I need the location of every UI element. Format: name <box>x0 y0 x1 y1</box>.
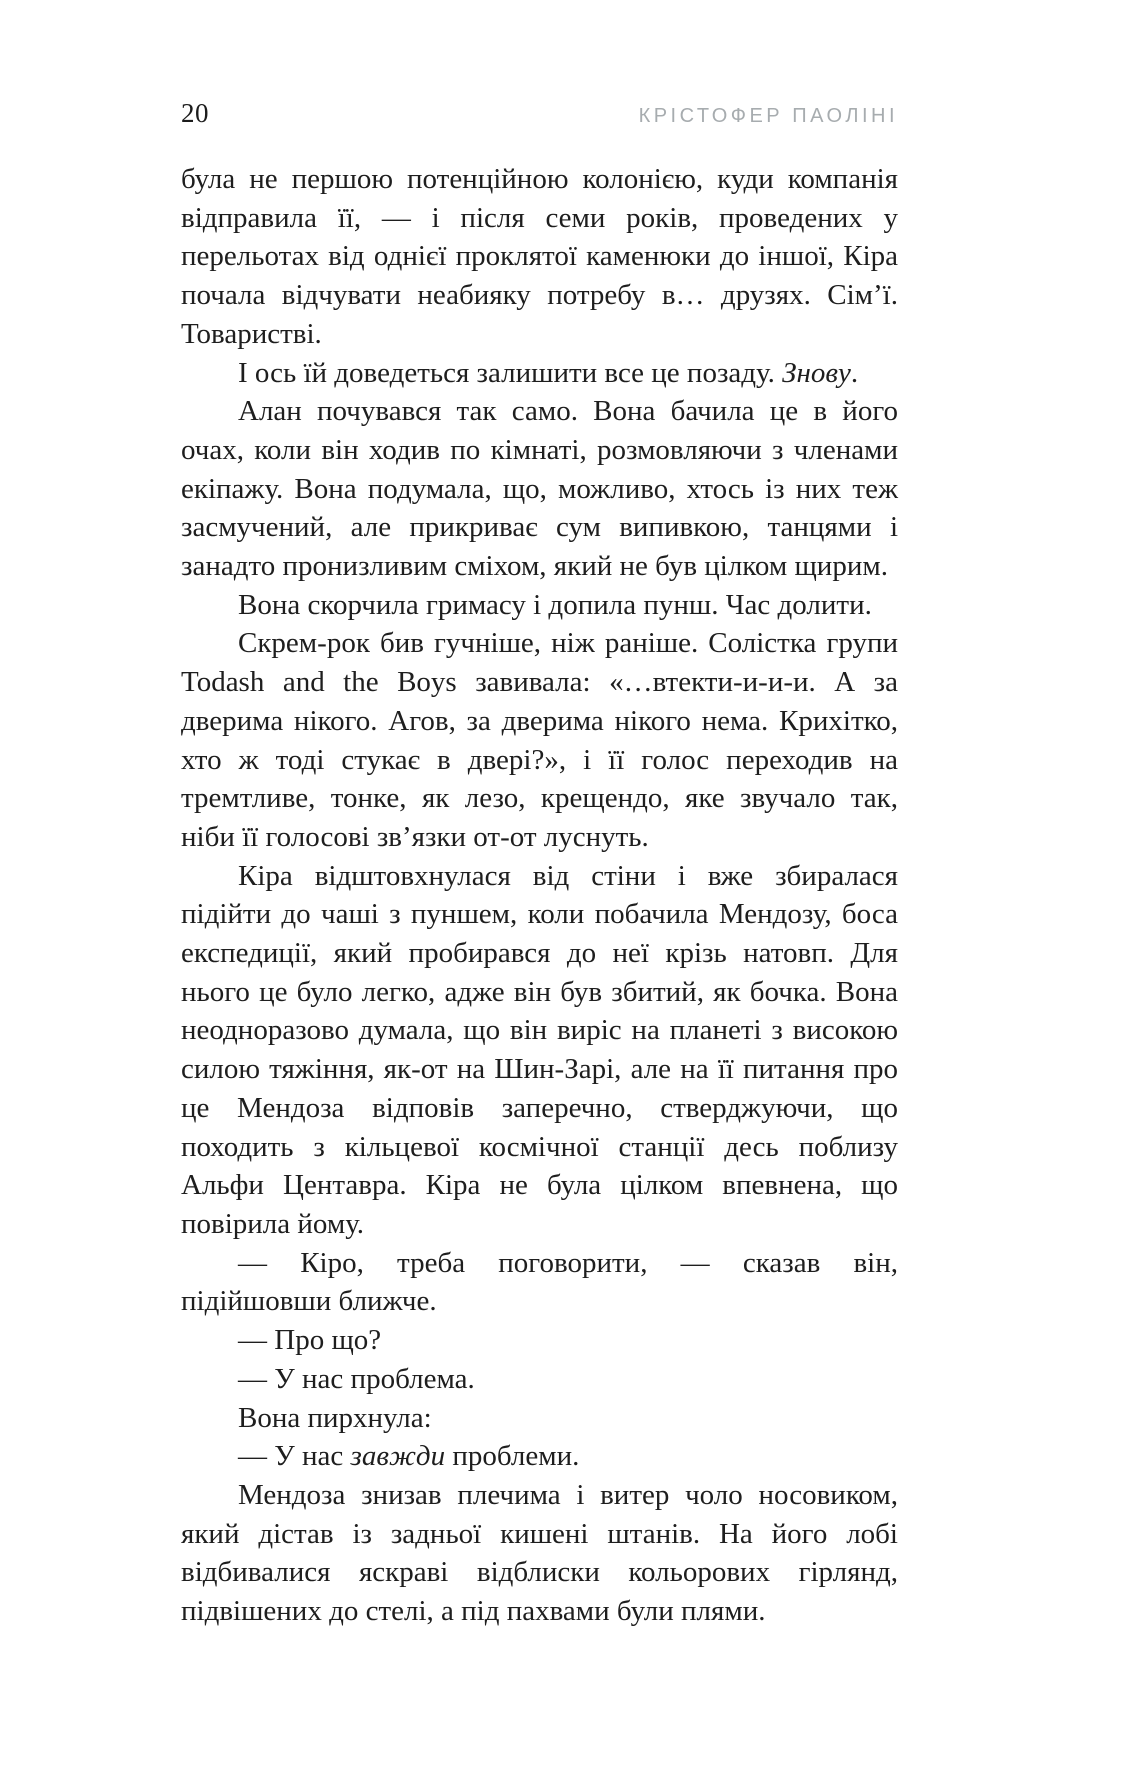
body-text: Мендоза знизав плечима і витер чоло носовиком, який дістав із задньої кишені штанів. На його лобі відбивалися яскраві відблиски кольорових гірлянд, підвішених до стелі, а під пахвами були плями. <box>181 1478 898 1628</box>
paragraph <box>181 586 898 625</box>
body-text: була не першою потенційною колонією, куди компанія відправила її, — і після семи років, проведених у перельотах від однієї проклятої каменюки до іншої, Кіра почала відчувати неабияку потребу в… друзях. Сім’ї. Товаристві. <box>181 163 898 350</box>
text-block <box>181 160 898 1631</box>
italic-text: завжди <box>350 1440 446 1473</box>
page-number: 20 <box>181 98 209 128</box>
running-title: КРІСТОФЕР ПАОЛІНІ <box>638 105 898 127</box>
paragraph <box>181 624 898 856</box>
paragraph <box>181 1476 898 1631</box>
body-text: . <box>850 356 859 389</box>
body-text: І ось їй доведеться залишити все це позаду. <box>238 356 783 389</box>
paragraph-dialogue <box>181 1321 898 1360</box>
paragraph <box>181 1399 898 1438</box>
body-text: — Про що? <box>238 1324 382 1357</box>
body-text: Вона пирхнула: <box>238 1401 432 1434</box>
paragraph-dialogue <box>181 1360 898 1399</box>
page-header <box>181 100 898 127</box>
body-text: Скрем-рок бив гучніше, ніж раніше. Солістка групи Todash and the Boys завивала: «…втекти-и-и-и. А за дверима нікого. Агов, за дверима нікого нема. Крихітко, хто ж тоді стукає в двері?», і її голос переходив на тремтливе, тонке, як лезо, крещендо, яке звучало так, ніби її голосові зв’язки от-от луснуть. <box>181 627 898 853</box>
body-text: Кіра відштовхнулася від стіни і вже збиралася підійти до чаші з пуншем, коли побачила Мендозу, боса експедиції, який пробирався до неї крізь натовп. Для нього це було легко, адже він був збитий, як бочка. Вона неодноразово думала, що він виріс на планеті з високою силою тяжіння, як-от на Шин-Зарі, але на її питання про це Мендоза відповів заперечно, стверджуючи, що походить з кільцевої космічної станції десь поблизу Альфи Центавра. Кіра не була цілком впевнена, що повірила йому. <box>181 859 898 1240</box>
paragraph <box>181 857 898 1244</box>
body-text: Алан почувався так само. Вона бачила це в його очах, коли він ходив по кімнаті, розмовляючи з членами екіпажу. Вона подумала, що, можливо, хтось із них теж засмучений, але прикриває сум випивкою, танцями і занадто пронизливим сміхом, який не був цілком щирим. <box>181 395 898 583</box>
paragraph <box>181 354 898 393</box>
paragraph-dialogue <box>181 1437 898 1476</box>
body-text: проблеми. <box>445 1440 580 1473</box>
paragraph-continuation <box>181 160 898 354</box>
paragraph-dialogue <box>181 1244 898 1321</box>
italic-text: Знову <box>782 356 851 389</box>
body-text: — Кіро, треба поговорити, — сказав він, підійшовши ближче. <box>181 1246 898 1318</box>
body-text: — У нас проблема. <box>238 1362 475 1395</box>
body-text: Вона скорчила гримасу і допила пунш. Час долити. <box>238 588 872 621</box>
paragraph <box>181 392 898 586</box>
body-text: — У нас <box>238 1440 351 1473</box>
